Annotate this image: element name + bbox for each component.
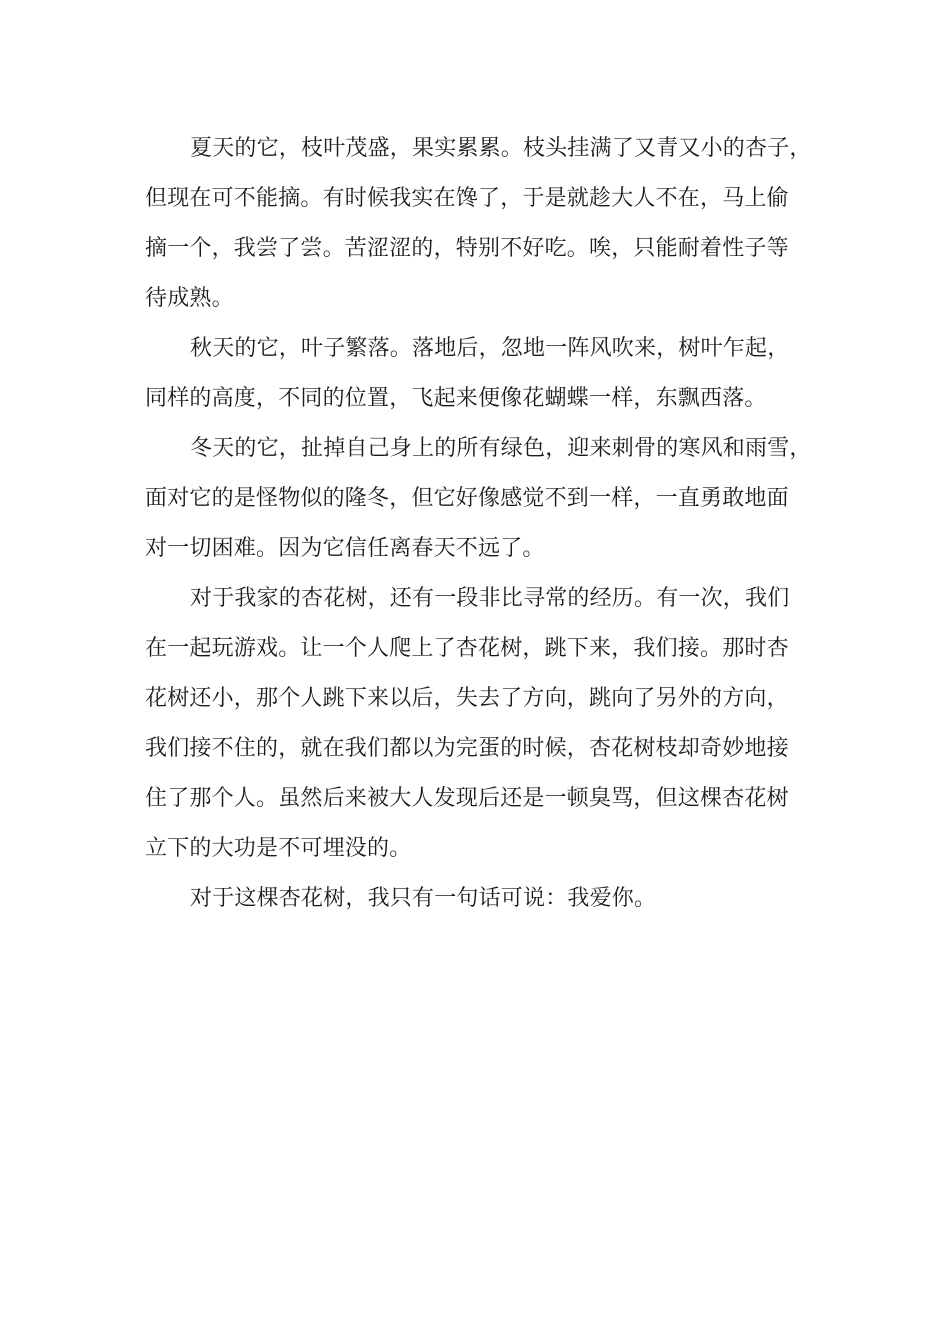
text-line: 秋天的它，叶子繁落。落地后，忽地一阵风吹来，树叶乍起， [190,336,790,361]
text-line: 同样的高度，不同的位置，飞起来便像花蝴蝶一样，东飘西落。 [145,386,767,411]
text-line: 夏天的它，枝叶茂盛，果实累累。枝头挂满了又青又小的杏子， [190,136,812,161]
text-line: 我们接不住的，就在我们都以为完蛋的时候，杏花树枝却奇妙地接 [145,736,789,761]
text-line: 冬天的它，扯掉自己身上的所有绿色，迎来刺骨的寒风和雨雪， [190,436,812,461]
text-line: 立下的大功是不可埋没的。 [145,836,412,861]
text-line: 对于这棵杏花树，我只有一句话可说：我爱你。 [190,886,657,911]
body-text [145,124,821,924]
text-line: 面对它的是怪物似的隆冬，但它好像感觉不到一样，一直勇敢地面 [145,486,789,511]
text-line: 住了那个人。虽然后来被大人发现后还是一顿臭骂，但这棵杏花树 [145,786,789,811]
text-line: 在一起玩游戏。让一个人爬上了杏花树，跳下来，我们接。那时杏 [145,636,789,661]
text-line: 待成熟。 [145,286,234,311]
text-line: 但现在可不能摘。有时候我实在馋了，于是就趁大人不在，马上偷 [145,186,789,211]
text-line: 对一切困难。因为它信任离春天不远了。 [145,536,545,561]
text-line: 花树还小，那个人跳下来以后，失去了方向，跳向了另外的方向， [145,686,789,711]
text-line: 摘一个，我尝了尝。苦涩涩的，特别不好吃。唉，只能耐着性子等 [145,236,789,261]
text-line: 对于我家的杏花树，还有一段非比寻常的经历。有一次，我们 [190,586,790,611]
